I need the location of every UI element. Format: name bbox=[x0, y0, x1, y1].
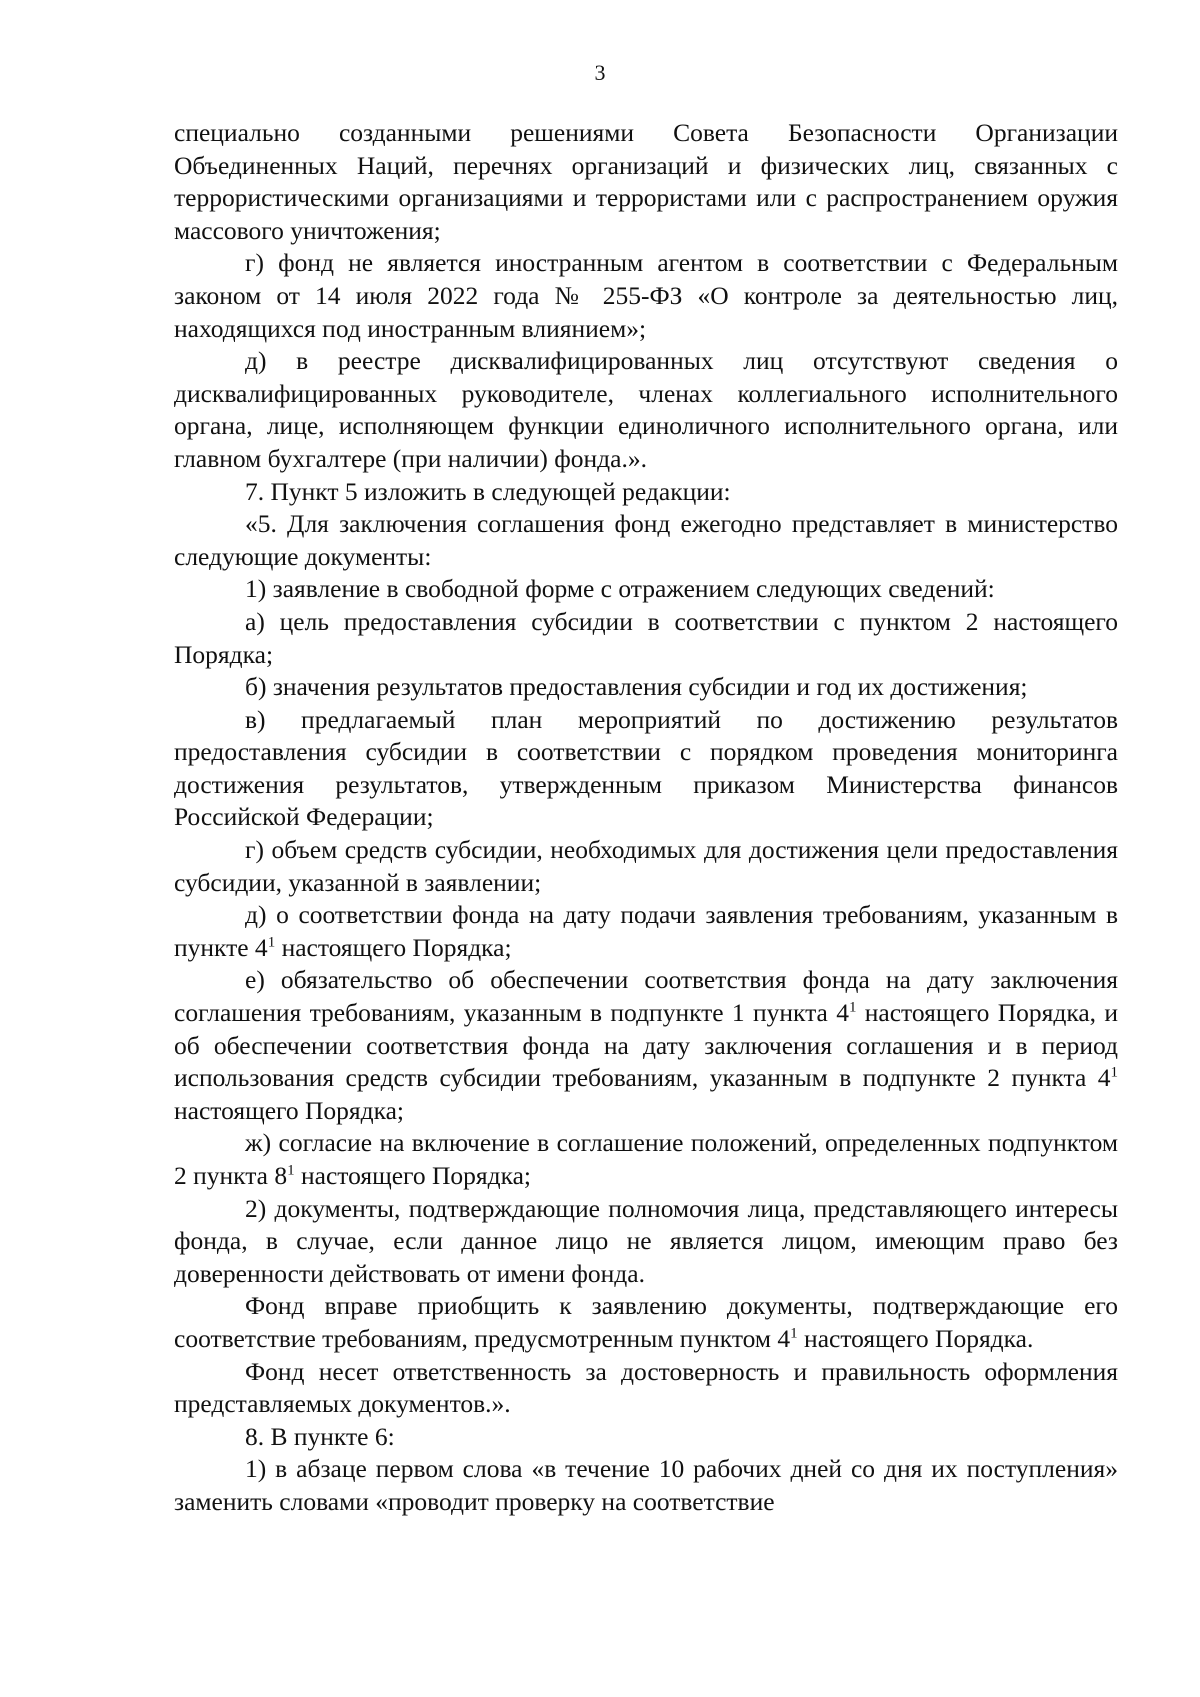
paragraph-point-7: 7. Пункт 5 изложить в следующей редакции: bbox=[245, 476, 731, 506]
paragraph-continuation: специально созданными решениями Совета Безопасности Организации Объединенных Наций, перечнях организаций и физических лиц, связанных с террористическими организациями и террористами или с распространением оружия массового уничтожения; bbox=[174, 118, 1118, 245]
paragraph-item-e: е) обязательство об обеспечении соответствия фонда на дату заключения соглашения требованиям, указанным в подпункте 1 пункта $4^1$ настоящего Порядка, и об обеспечении соответствия фонда на дату заключения соглашения и в период использования средств субсидии требованиям, указанным в подпункте 2 пункта $4^1$ настоящего Порядка; bbox=[174, 965, 1118, 1125]
paragraph-point-8: 8. В пункте 6: bbox=[245, 1421, 395, 1451]
superscript: 1 bbox=[267, 934, 276, 951]
document-body bbox=[174, 117, 1118, 1519]
superscript: 1 bbox=[287, 1162, 295, 1179]
superscript: 1 bbox=[1110, 1064, 1118, 1081]
paragraph-fund-responsibility: Фонд несет ответственность за достоверность и правильность оформления представляемых документов.». bbox=[174, 1356, 1118, 1419]
superscript: 1 bbox=[790, 1325, 798, 1342]
paragraph-item-d: д) в реестре дисквалифицированных лиц отсутствуют сведения о дисквалифицированных руководителе, членах коллегиального исполнительного органа, лице, исполняющем функции единоличного исполнительного органа, или главном бухгалтере (при наличии) фонда.». bbox=[174, 346, 1118, 473]
paragraph-item-v: в) предлагаемый план мероприятий по достижению результатов предоставления субсидии в соответствии с порядком проведения мониторинга достижения результатов, утвержденным приказом Министерства финансов Российской Федерации; bbox=[174, 704, 1118, 832]
paragraph-point-8-subitem-1: 1) в абзаце первом слова «в течение 10 рабочих дней со дня их поступления» заменить словами «проводит проверку на соответствие bbox=[174, 1454, 1118, 1516]
paragraph-item-b: б) значения результатов предоставления субсидии и год их достижения; bbox=[245, 672, 1028, 702]
paragraph-item-g: г) фонд не является иностранным агентом в соответствии с Федеральным законом от 14 июля 2022 года № 255-ФЗ «О контроле за деятельностью лиц, находящихся под иностранным влиянием»; bbox=[174, 248, 1118, 343]
paragraph-fund-right: Фонд вправе приобщить к заявлению документы, подтверждающие его соответствие требованиям, предусмотренным пунктом $4^1$ настоящего Порядка. bbox=[174, 1291, 1118, 1353]
paragraph-subitem-1: 1) заявление в свободной форме с отражением следующих сведений: bbox=[245, 574, 995, 604]
paragraph-item-a: а) цель предоставления субсидии в соответствии с пунктом 2 настоящего Порядка; bbox=[174, 606, 1118, 669]
paragraph-item-g2: г) объем средств субсидии, необходимых для достижения цели предоставления субсидии, указанной в заявлении; bbox=[174, 835, 1118, 897]
superscript: 1 bbox=[848, 999, 857, 1016]
paragraph-subitem-2: 2) документы, подтверждающие полномочия лица, представляющего интересы фонда, в случае, если данное лицо не является лицом, имеющим право без доверенности действовать от имени фонда. bbox=[174, 1193, 1118, 1288]
paragraph-item-d2: д) о соответствии фонда на дату подачи заявления требованиям, указанным в пункте $4^1$ настоящего Порядка; bbox=[174, 900, 1118, 962]
paragraph-item-zh: ж) согласие на включение в соглашение положений, определенных подпунктом 2 пункта $8^1$ настоящего Порядка; bbox=[174, 1128, 1118, 1190]
paragraph-point-5-intro: «5. Для заключения соглашения фонд ежегодно представляет в министерство следующие документы: bbox=[174, 509, 1118, 571]
page-number: 3 bbox=[594, 60, 606, 85]
